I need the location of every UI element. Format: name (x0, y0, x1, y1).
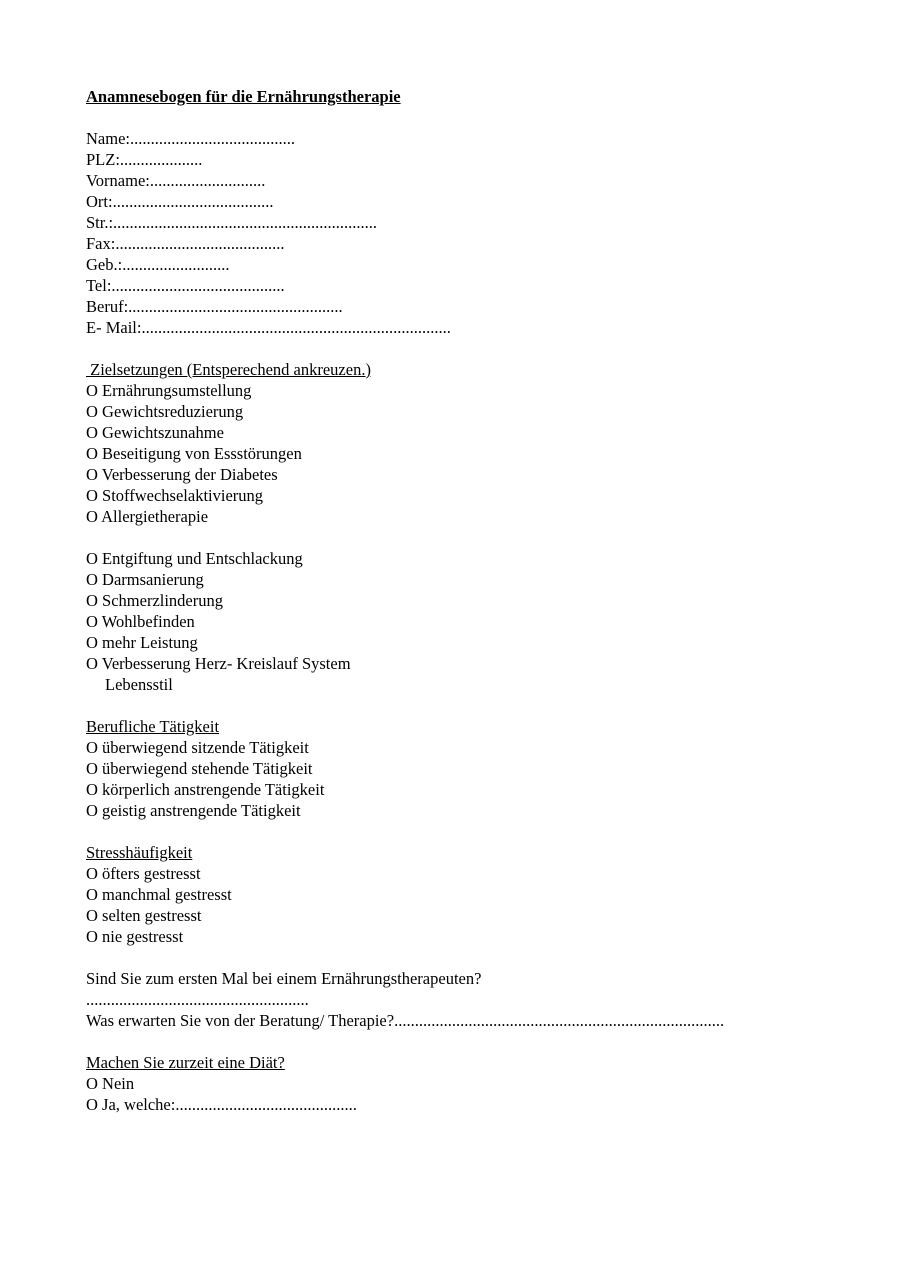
goals-section (86, 359, 866, 695)
spacer (86, 1031, 866, 1052)
diet-section (86, 1052, 866, 1115)
expectations-field[interactable]: Was erwarten Sie von der Beratung/ Therapie?................................................................................ (86, 1011, 725, 1030)
diet-heading: Machen Sie zurzeit eine Diät? (86, 1053, 285, 1072)
spacer (86, 107, 866, 128)
goal-option[interactable]: O Gewichtszunahme (86, 423, 224, 442)
questions-section (86, 968, 866, 1031)
goal-option-continuation: Lebensstil (105, 675, 173, 694)
diet-option-yes[interactable]: O Ja, welche:............................................ (86, 1095, 357, 1114)
occupation-option[interactable]: O überwiegend stehende Tätigkeit (86, 759, 313, 778)
spacer (86, 527, 866, 548)
occupation-section (86, 716, 866, 821)
spacer (86, 821, 866, 842)
goal-option[interactable]: O Verbesserung Herz- Kreislauf System (86, 654, 351, 673)
phone-field[interactable]: Tel:.......................................... (86, 276, 285, 295)
plz-field[interactable]: PLZ:.................... (86, 150, 203, 169)
goal-option[interactable]: O Wohlbefinden (86, 612, 195, 631)
goal-option[interactable]: O Entgiftung und Entschlackung (86, 549, 303, 568)
form-page (86, 86, 866, 1115)
stress-option[interactable]: O manchmal gestresst (86, 885, 232, 904)
occupation-option[interactable]: O geistig anstrengende Tätigkeit (86, 801, 301, 820)
goals-heading: Zielsetzungen (Entsperechend ankreuzen.) (86, 360, 371, 379)
personal-fields (86, 128, 866, 338)
goal-option[interactable]: O Darmsanierung (86, 570, 204, 589)
profession-field[interactable]: Beruf:.................................................... (86, 297, 343, 316)
name-field[interactable]: Name:........................................ (86, 129, 295, 148)
goal-option[interactable]: O Verbesserung der Diabetes (86, 465, 278, 484)
occupation-option[interactable]: O überwiegend sitzende Tätigkeit (86, 738, 309, 757)
goal-option[interactable]: O Ernährungsumstellung (86, 381, 252, 400)
stress-heading: Stresshäufigkeit (86, 843, 193, 862)
goal-option[interactable]: O Stoffwechselaktivierung (86, 486, 264, 505)
stress-option[interactable]: O nie gestresst (86, 927, 184, 946)
email-field[interactable]: E- Mail:........................................................................... (86, 318, 451, 337)
fax-field[interactable]: Fax:......................................... (86, 234, 285, 253)
occupation-option[interactable]: O körperlich anstrengende Tätigkeit (86, 780, 325, 799)
stress-section (86, 842, 866, 947)
goal-option[interactable]: O Allergietherapie (86, 507, 209, 526)
spacer (86, 695, 866, 716)
birthdate-field[interactable]: Geb.:.......................... (86, 255, 230, 274)
goal-option[interactable]: O Schmerzlinderung (86, 591, 224, 610)
street-field[interactable]: Str.:................................................................ (86, 213, 378, 232)
spacer (86, 338, 866, 359)
goal-option[interactable]: O mehr Leistung (86, 633, 198, 652)
goal-option[interactable]: O Gewichtsreduzierung (86, 402, 244, 421)
stress-option[interactable]: O öfters gestresst (86, 864, 201, 883)
ort-field[interactable]: Ort:....................................... (86, 192, 274, 211)
first-visit-answer-field[interactable]: ...................................................... (86, 990, 309, 1009)
goal-option[interactable]: O Beseitigung von Essstörungen (86, 444, 302, 463)
spacer (86, 947, 866, 968)
vorname-field[interactable]: Vorname:............................ (86, 171, 266, 190)
occupation-heading: Berufliche Tätigkeit (86, 717, 220, 736)
stress-option[interactable]: O selten gestresst (86, 906, 202, 925)
diet-option-no[interactable]: O Nein (86, 1074, 135, 1093)
first-visit-question: Sind Sie zum ersten Mal bei einem Ernährungstherapeuten? (86, 969, 482, 988)
page-title: Anamnesebogen für die Ernährungstherapie (86, 87, 401, 106)
